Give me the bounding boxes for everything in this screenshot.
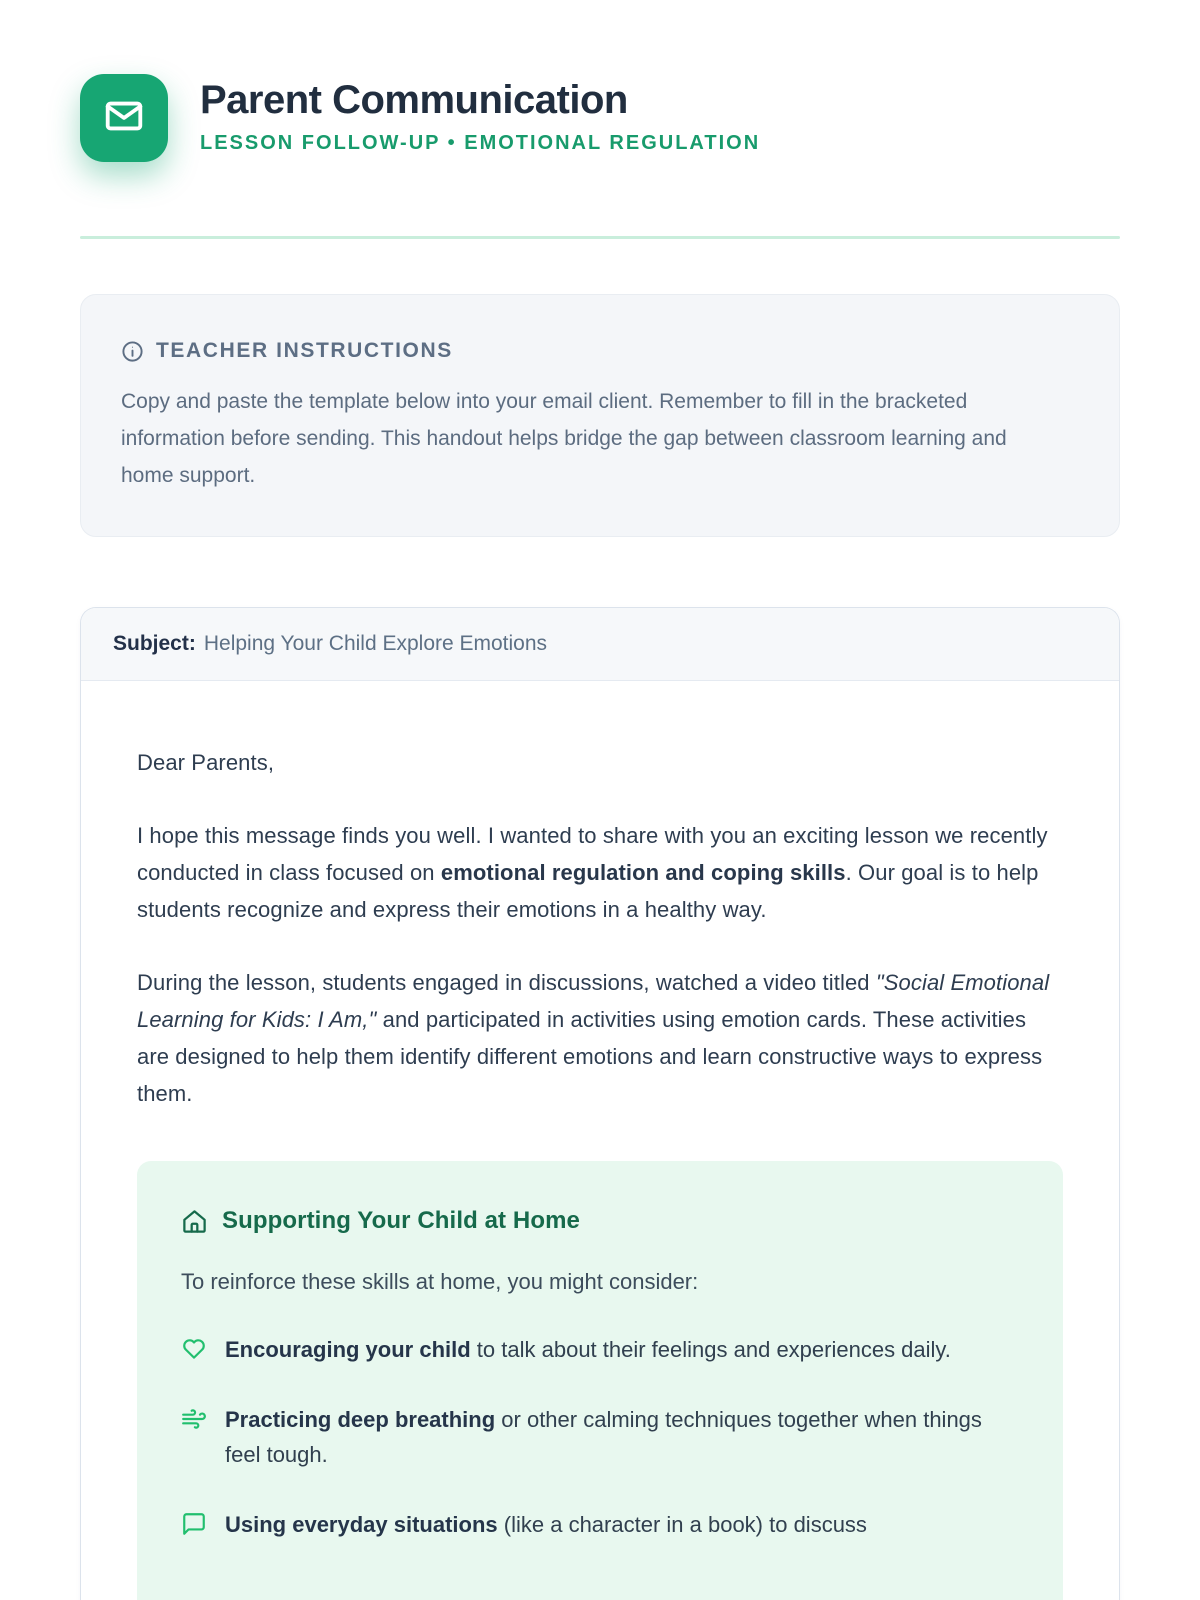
subject-label: Subject:	[113, 632, 196, 656]
home-support-box	[137, 1161, 1063, 1600]
teacher-instructions-label: TEACHER INSTRUCTIONS	[156, 339, 453, 362]
teacher-instructions-header	[121, 339, 1079, 363]
mail-icon-badge	[80, 74, 168, 162]
email-subject-bar	[81, 608, 1119, 681]
subject-value: Helping Your Child Explore Emotions	[203, 632, 548, 656]
list-item-encourage	[181, 1332, 1019, 1368]
heart-icon	[181, 1336, 207, 1367]
page-subtitle: LESSON FOLLOW-UP • EMOTIONAL REGULATION	[200, 132, 761, 154]
teacher-instructions-text: Copy and paste the template below into your email client. Remember to fill in the bracketed information before sending. This handout helps bridge the gap between classroom learning and home support.	[121, 390, 1007, 488]
mail-icon	[101, 93, 147, 144]
home-icon	[181, 1208, 208, 1235]
home-support-intro: To reinforce these skills at home, you might consider:	[181, 1269, 699, 1295]
message-icon	[181, 1511, 207, 1542]
email-template-card	[80, 607, 1120, 1600]
info-icon	[121, 340, 144, 363]
greeting: Dear Parents,	[137, 750, 275, 776]
home-support-heading: Supporting Your Child at Home	[222, 1207, 581, 1235]
page-header	[80, 0, 1120, 162]
header-divider	[80, 236, 1120, 239]
page-title: Parent Communication	[200, 78, 628, 122]
email-body	[81, 681, 1119, 1600]
teacher-instructions-box	[80, 294, 1120, 537]
home-support-heading-row	[181, 1207, 1019, 1235]
title-block	[200, 74, 760, 155]
list-item-text: Practicing deep breathing or other calming techniques together when things feel tough.	[225, 1406, 982, 1468]
list-item-breathing	[181, 1402, 1019, 1473]
list-item-text: Encouraging your child to talk about their feelings and experiences daily.	[225, 1337, 951, 1363]
list-item-text: Using everyday situations (like a character in a book) to discuss	[225, 1511, 867, 1537]
wind-icon	[181, 1406, 207, 1437]
paragraph-lesson-activities: During the lesson, students engaged in discussions, watched a video titled "Social Emotional Learning for Kids: I Am," and participated in activities using emotion cards. These activities are designed to help them identify different emotions and learn constructive ways to express them.	[137, 970, 1050, 1107]
home-support-list	[181, 1332, 1019, 1543]
paragraph-lesson-overview: I hope this message finds you well. I wanted to share with you an exciting lesson we recently conducted in class focused on emotional regulation and coping skills. Our goal is to help students recognize and express their emotions in a healthy way.	[137, 823, 1048, 923]
list-item-situations	[181, 1507, 1019, 1543]
